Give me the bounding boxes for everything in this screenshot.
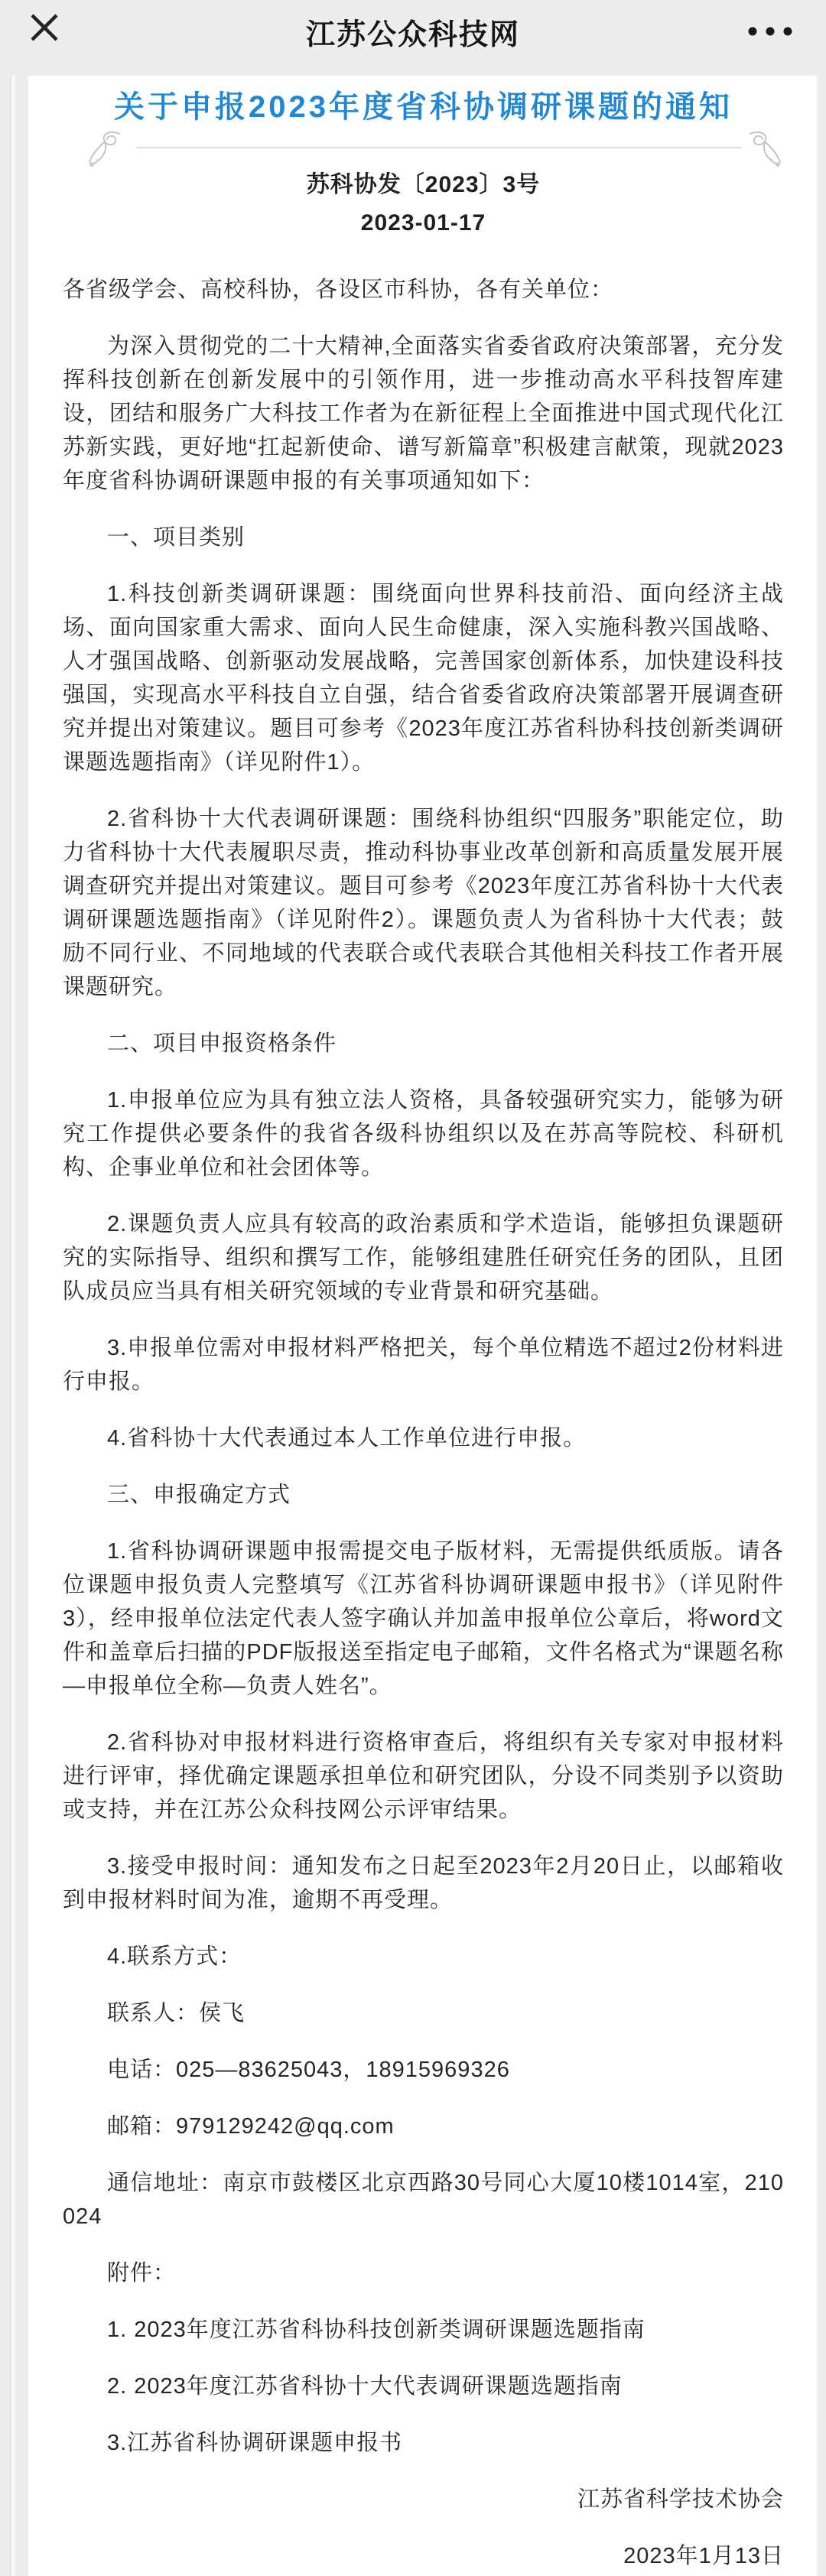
article-title: 关于申报2023年度省科协调研课题的通知 <box>114 90 733 124</box>
paragraph: 1.科技创新类调研课题：围绕面向世界科技前沿、面向经济主战场、面向国家重大需求、面向人民生命健康，深入实施科教兴国战略、人才强国战略、创新驱动发展战略，完善国家创新体系，加快建设科技强国，实现高水平科技自立自强，结合省委省政府决策部署开展调查研究并提出对策建议。题目可参考《2023年度江苏省科协科技创新类调研课题选题指南》（详见附件1）。 <box>63 582 784 775</box>
left-edge-divider <box>10 76 11 2576</box>
publish-date: 2023-01-17 <box>360 210 486 236</box>
paragraph: 为深入贯彻党的二十大精神,全面落实省委省政府决策部署，充分发挥科技创新在创新发展中的引领作用，进一步推动高水平科技智库建设，团结和服务广大科技工作者为在新征程上全面推进中国式现代化江苏新实践，更好地“扛起新使命、谱写新篇章”积极建言献策，现就2023年度省科协调研课题申报的有关事项通知如下： <box>63 334 784 493</box>
paragraph: 3.江苏省科协调研课题申报书 <box>107 2431 403 2455</box>
article-card <box>28 76 817 2576</box>
more-menu-button[interactable] <box>745 15 795 46</box>
paragraph: 3.申报单位需对申报材料严格把关，每个单位精选不超过2份材料进行申报。 <box>63 1336 784 1394</box>
document-number: 苏科协发〔2023〕3号 <box>306 172 541 197</box>
page-title: 江苏公众科技网 <box>305 19 520 51</box>
more-icon <box>745 36 795 49</box>
paragraph: 三、申报确定方式 <box>107 1483 291 1507</box>
paragraph: 1.省科协调研课题申报需提交电子版材料，无需提供纸质版。请各位课题申报负责人完整填写《江苏省科协调研课题申报书》（详见附件3），经申报单位法定代表人签字确认并加盖申报单位公章后，将word文件和盖章后扫描的PDF版报送至指定电子邮箱，文件名格式为“课题名称—申报单位全称—负责人姓名”。 <box>63 1539 784 1698</box>
paragraph: 2. 2023年度江苏省科协十大代表调研课题选题指南 <box>107 2374 623 2399</box>
paragraph: 2.省科协对申报材料进行资格审查后，将组织有关专家对申报材料进行评审，择优确定课题承担单位和研究团队，分设不同类别予以资助或支持，并在江苏公众科技网公示评审结果。 <box>63 1730 784 1822</box>
paragraph: 2.省科协十大代表调研课题：围绕科协组织“四服务”职能定位，助力省科协十大代表履职尽责，推动科协事业改革创新和高质量发展开展调查研究并提出对策建议。题目可参考《2023年度江苏省科协十大代表调研课题选题指南》（详见附件2）。课题负责人为省科协十大代表；鼓励不同行业、不同地域的代表联合或代表联合其他相关科技工作者开展课题研究。 <box>63 807 784 999</box>
paragraph: 二、项目申报资格条件 <box>107 1031 337 1056</box>
paragraph: 联系人：侯飞 <box>107 2001 246 2025</box>
paragraph: 2.课题负责人应具有较高的政治素质和学术造诣，能够担负课题研究的实际指导、组织和撰写工作，能够组建胜任研究任务的团队，且团队成员应当具有相关研究领域的专业背景和研究基础。 <box>63 1212 784 1304</box>
app-bar <box>0 0 826 76</box>
flourish-ornament-icon <box>740 129 784 169</box>
scrollbar-track[interactable] <box>11 76 15 2576</box>
divider-line <box>136 147 741 148</box>
paragraph: 一、项目类别 <box>107 525 246 550</box>
paragraph: 电话：025—83625043，18915969326 <box>107 2058 510 2082</box>
paragraph: 4.联系方式： <box>107 1944 242 1969</box>
paragraph: 3.接受申报时间：通知发布之日起至2023年2月20日止，以邮箱收到申报材料时间为准，逾期不再受理。 <box>63 1854 784 1912</box>
article-body <box>63 273 784 2573</box>
paragraph: 通信地址：南京市鼓楼区北京西路30号同心大厦10楼1014室，210024 <box>63 2171 784 2229</box>
paragraph: 附件： <box>107 2261 177 2285</box>
paragraph: 1. 2023年度江苏省科协科技创新类调研课题选题指南 <box>107 2318 646 2342</box>
paragraph: 2023年1月13日 <box>623 2544 784 2568</box>
flourish-ornament-icon <box>86 129 130 169</box>
close-icon <box>26 36 63 49</box>
paragraph: 江苏省科学技术协会 <box>577 2487 784 2512</box>
paragraph: 4.省科协十大代表通过本人工作单位进行申报。 <box>107 1426 587 1450</box>
paragraph: 各省级学会、高校科协，各设区市科协，各有关单位： <box>63 278 614 302</box>
paragraph: 1.申报单位应为具有独立法人资格，具备较强研究实力，能够为研究工作提供必要条件的我省各级科协组织以及在苏高等院校、科研机构、企事业单位和社会团体等。 <box>63 1088 784 1180</box>
close-button[interactable] <box>26 9 63 46</box>
paragraph: 邮箱：979129242@qq.com <box>107 2114 395 2139</box>
title-divider <box>63 128 784 167</box>
